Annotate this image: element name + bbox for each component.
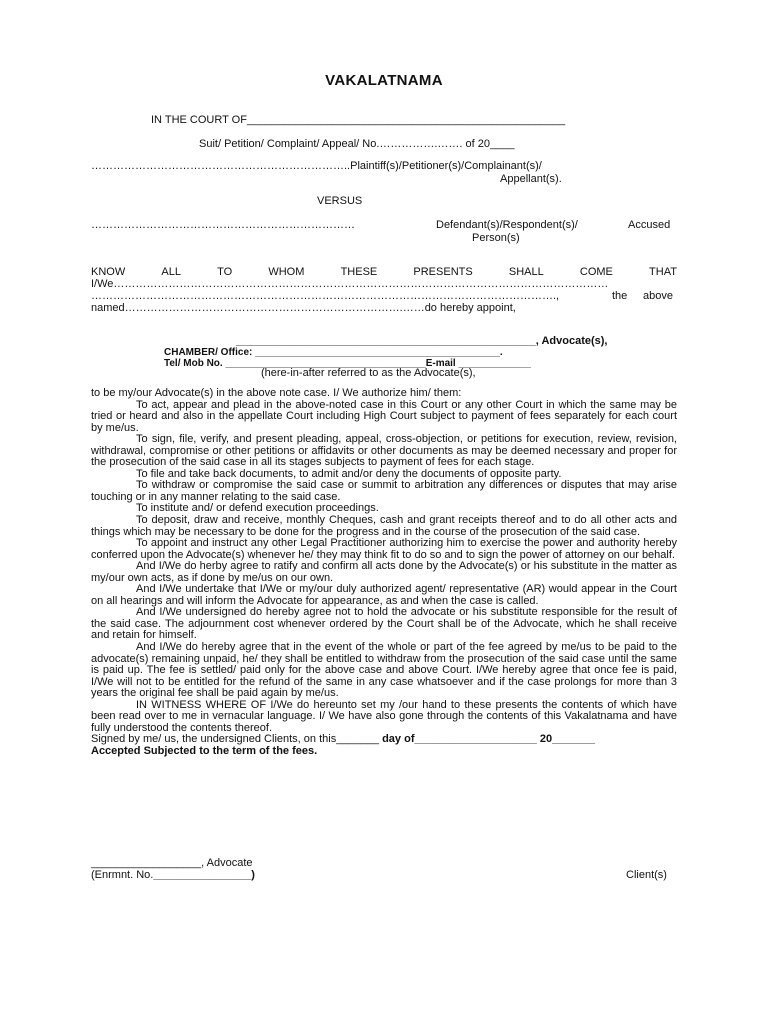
- body-paragraph: IN WITNESS WHERE OF I/We do hereunto set my /our hand to these presents the contents of which have been read over to me in vernacular language. I/ We have also gone through the contents of this Vakalatnama and have fully understood the contents thereof.: [91, 698, 677, 734]
- body-paragraph: to be my/our Advocate(s) in the above note case. I/ We authorize him/ them:: [91, 387, 462, 399]
- body-paragraph: And I/We undersigned do hereby agree not to hold the advocate or his substitute responsible for the result of the said case. The adjournment cost whenever ordered by the Court shall be of the Advocate, which he shall receive and retain for himself.: [91, 606, 677, 642]
- know-word: TO: [217, 266, 233, 278]
- advocate-signature-line: __________________, Advocate: [91, 857, 253, 869]
- know-word: COME: [579, 266, 613, 278]
- document-title: VAKALATNAMA: [325, 72, 443, 89]
- iwe-line: I/We………………………………………………………………………………………………………………………: [91, 278, 609, 290]
- plaintiff-line: ……………………………………………………………..Plaintiff(s)/Petitioner(s)/Complainant(s)/: [91, 160, 542, 172]
- know-word: PRESENTS: [413, 266, 473, 278]
- suit-line: Suit/ Petition/ Complaint/ Appeal/ No.…………….……. of 20____: [199, 138, 515, 150]
- above-word: above: [643, 290, 673, 302]
- body-paragraph: To appoint and instruct any other Legal Practitioner authorizing him to exercise the power and authority hereby conferred upon the Advocate(s) whenever he/ they may think fit to do so and to sign the power of attorney on our behalf.: [91, 537, 677, 561]
- hereinafter-line: (here-in-after referred to as the Advocate(s),: [261, 367, 476, 379]
- enrolment-line: [91, 869, 255, 882]
- body-paragraph: To act, appear and plead in the above-noted case in this Court or any other Court in which the same may be tried or heard and also in the appellate Court including High Court subject to payment of fees separately for each court by me/us.: [91, 398, 677, 434]
- named-line: named………………………………………………………………….……do hereby appoint,: [91, 302, 516, 314]
- advocate-name-line: _________________________________________________, Advocate(s),: [236, 335, 608, 347]
- defendant-dots: ………………………………………………………………: [91, 219, 355, 231]
- know-word: THAT: [649, 266, 677, 278]
- body-paragraph: To deposit, draw and receive, monthly Cheques, cash and grant receipts thereof and to do all other acts and things which may be necessary to be done for the progress and in the course of the prosecution of the said case.: [91, 514, 677, 538]
- body-paragraph: And I/We do hereby agree that in the event of the whole or part of the fee agreed by me/us to be paid to the advocate(s) remaining unpaid, he/ they shall be entitled to withdraw from the prosecution of the said case until the same is paid up. The fee is settled/ paid only for the above case and above Court. I/We hereby agree that once fee is paid, I/We will not to be entitled for the refund of the same in any case whatsoever and if the case prolongs for more than 3 years the original fee shall be paid again by me/us.: [91, 641, 677, 700]
- defendant-label: Defendant(s)/Respondent(s)/: [436, 219, 578, 231]
- court-line: IN THE COURT OF____________________________________________________: [151, 114, 566, 126]
- know-word: WHOM: [268, 266, 305, 278]
- body-paragraph: To withdraw or compromise the said case or summit to arbitration any differences or disputes that may arise touching or in any manner relating to the said case.: [91, 479, 677, 503]
- tel-line: Tel/ Mob No. ____________________________________E-mail _____________: [164, 358, 531, 369]
- chamber-line: CHAMBER/ Office: ____________________________________________.: [164, 347, 503, 358]
- accused-label: Accused: [628, 219, 671, 231]
- dots-line: ……………………………………………………………………………………………………………….,: [91, 290, 560, 302]
- authorization-body: [91, 388, 677, 758]
- know-word: THESE: [340, 266, 378, 278]
- body-paragraph: And I/We undertake that I/We or my/our duly authorized agent/ representative (AR) would appear in the Court on all hearings and will inform the Advocate for appearance, as and when the case is called.: [91, 583, 677, 607]
- versus-label: VERSUS: [317, 195, 363, 207]
- the-word: the: [612, 290, 628, 302]
- body-paragraph: And I/We do herby agree to ratify and confirm all acts done by the Advocate(s) or his substitute in the matter as my/our own acts, as if done by me/us on our own.: [91, 560, 677, 584]
- know-word: SHALL: [508, 266, 544, 278]
- clients-label: Client(s): [626, 869, 667, 881]
- signed-day: day of____________________ 20_______: [379, 733, 595, 746]
- accepted-line: Accepted Subjected to the term of the fees.: [91, 744, 318, 757]
- enrolment-prefix: (Enrmnt. No.: [91, 869, 154, 881]
- body-paragraph: To institute and/ or defend execution proceedings.: [136, 502, 379, 515]
- body-paragraph: To file and take back documents, to admit and/or deny the documents of opposite party.: [136, 467, 562, 480]
- appellant-label: Appellant(s).: [500, 173, 562, 185]
- signed-prefix: Signed by me/ us, the undersigned Clients, on this_______: [91, 733, 380, 746]
- person-label: Person(s): [472, 232, 520, 244]
- enrolment-blank: ________________): [153, 869, 255, 881]
- body-paragraph: To sign, file, verify, and present pleading, appeal, cross-objection, or petitions for execution, review, revision, withdrawal, compromise or other petitions or affidavits or other documents as may be deemed necessary and proper for the prosecution of the said case in all its stages subjects to payment of fees for each stage.: [91, 433, 677, 469]
- know-word: KNOW: [91, 266, 126, 278]
- know-word: ALL: [161, 266, 181, 278]
